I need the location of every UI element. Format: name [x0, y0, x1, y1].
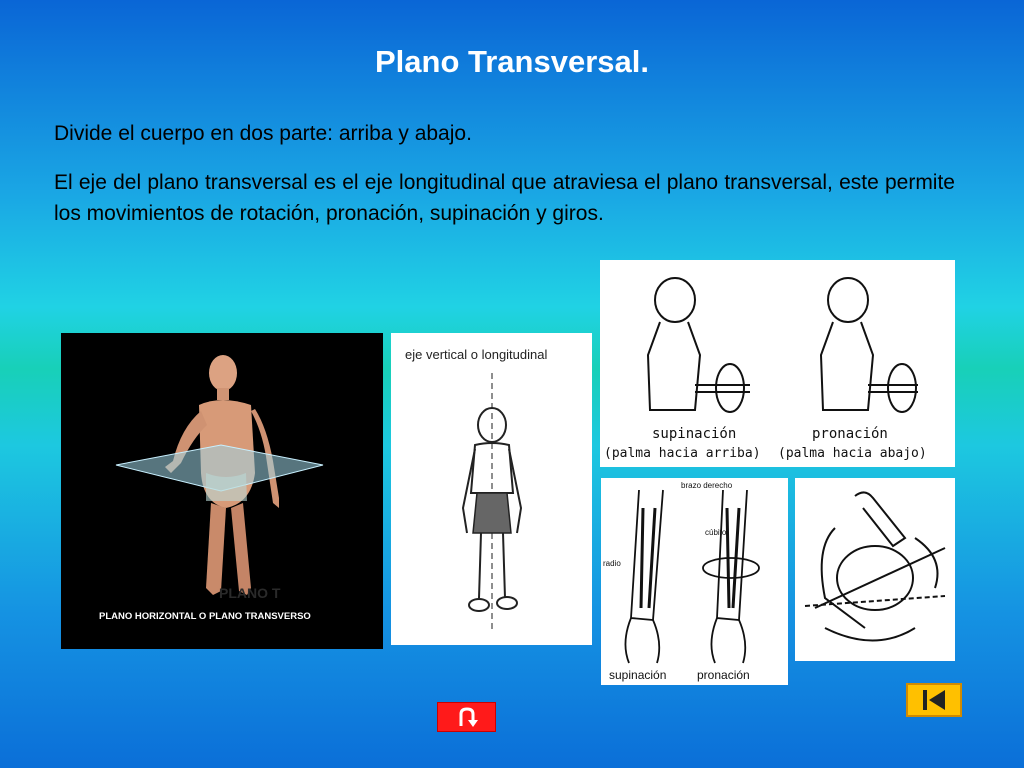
forearm-ulna-label: cúbito: [705, 528, 727, 537]
arm-rotation-image: [795, 478, 955, 661]
paragraph-1: Divide el cuerpo en dos parte: arriba y abajo.: [54, 122, 472, 145]
first-slide-icon: [919, 688, 949, 712]
pronation-sub: (palma hacia abajo): [778, 446, 927, 461]
supination-sub: (palma hacia arriba): [604, 446, 761, 461]
supination-pronation-image: [600, 260, 955, 467]
transverse-plane-model-image: [61, 333, 383, 649]
forearm-bones-image: [601, 478, 788, 685]
slide-title: Plano Transversal.: [375, 44, 649, 79]
first-slide-button[interactable]: [906, 683, 962, 717]
body-text: [54, 118, 955, 247]
model-caption: PLANO HORIZONTAL O PLANO TRANSVERSO: [99, 611, 311, 622]
paragraph-2: El eje del plano transversal es el eje longitudinal que atraviesa el plano transversal, este permite los movimientos de rotación, pronación, supinación y giros.: [54, 171, 955, 225]
longitudinal-axis-image: [391, 333, 592, 645]
u-turn-icon: [455, 706, 479, 728]
return-button[interactable]: [437, 702, 496, 732]
forearm-top-label: brazo derecho: [681, 481, 733, 490]
forearm-pronation-label: pronación: [697, 668, 750, 682]
supination-label: supinación: [652, 426, 737, 442]
forearm-radius-label: radio: [603, 559, 621, 568]
forearm-supination-label: supinación: [609, 668, 667, 682]
axis-caption: eje vertical o longitudinal: [405, 347, 548, 362]
svg-text:PLANO T: PLANO T: [219, 585, 281, 601]
pronation-label: pronación: [812, 426, 888, 442]
